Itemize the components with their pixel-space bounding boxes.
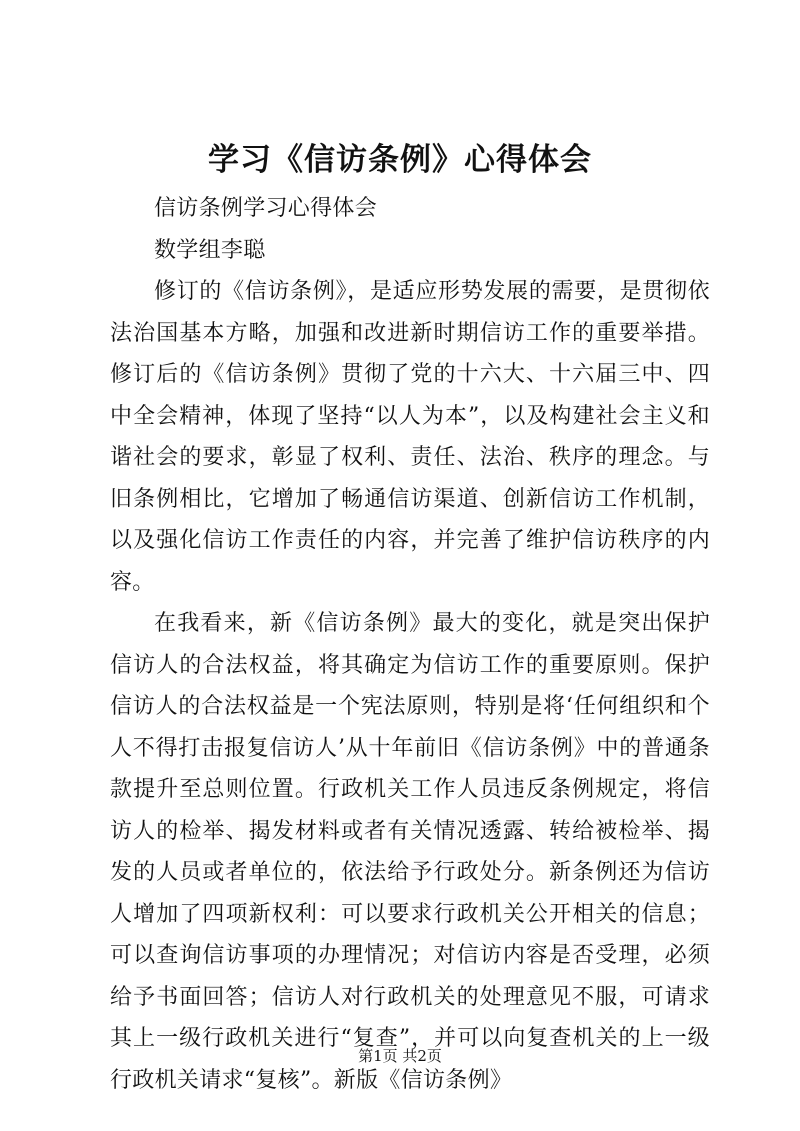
document-body: [110, 188, 710, 1101]
author-paragraph: 数学组李聪: [154, 237, 266, 263]
subtitle-paragraph: 信访条例学习心得体会: [154, 196, 378, 221]
page-title: 学习《信访条例》心得体会: [208, 142, 592, 178]
body-paragraph: 在我看来，新《信访条例》最大的变化，就是突出保护信访人的合法权益，将其确定为信访工作的重要原则。保护信访人的合法权益是一个宪法原则，特别是将‘任何组织和个人不得打击报复信访人’从十年前旧《信访条例》中的普通条款提升至总则位置。行政机关工作人员违反条例规定，将信访人的检举、揭发材料或者有关情况透露、转给被检举、揭发的人员或者单位的，依法给予行政处分。新条例还为信访人增加了四项新权利：可以要求行政机关公开相关的信息；可以查询信访事项的办理情况；对信访内容是否受理，必须给予书面回答；信访人对行政机关的处理意见不服，可请求其上一级行政机关进行“复查”，并可以向复查机关的上一级行政机关请求“复核”。新版《信访条例》: [110, 611, 710, 1093]
page-number-footer: 第1页 共2页: [358, 1047, 442, 1065]
body-paragraph: 修订的《信访条例》，是适应形势发展的需要，是贯彻依法治国基本方略，加强和改进新时期信访工作的重要举措。修订后的《信访条例》贯彻了党的十六大、十六届三中、四中全会精神，体现了坚持“以人为本”，以及构建社会主义和谐社会的要求，彰显了权利、责任、法治、秩序的理念。与旧条例相比，它增加了畅通信访渠道、创新信访工作机制，以及强化信访工作责任的内容，并完善了维护信访秩序的内容。: [110, 279, 710, 595]
